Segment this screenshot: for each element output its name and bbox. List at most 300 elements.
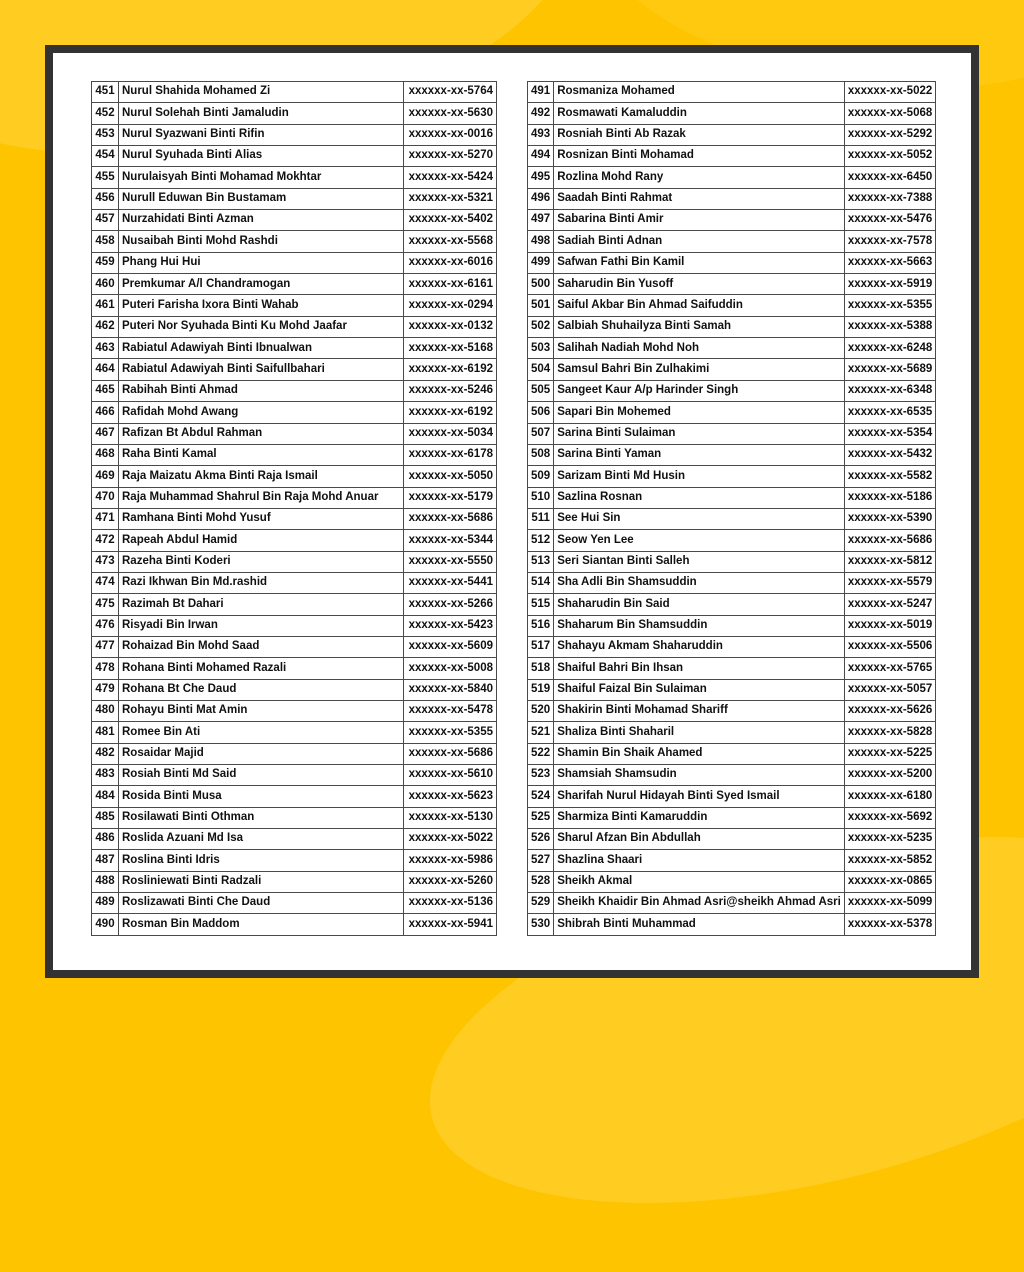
table-row [92, 188, 497, 209]
table-row [92, 786, 497, 807]
row-number: 528 [528, 871, 554, 892]
participant-name: Sazlina Rosnan [554, 487, 845, 508]
table-row [92, 893, 497, 914]
masked-ic-number: xxxxxx-xx-5246 [404, 380, 497, 401]
table-row [92, 594, 497, 615]
row-number: 464 [92, 359, 119, 380]
participant-name: Sharmiza Binti Kamaruddin [554, 807, 845, 828]
table-row [92, 380, 497, 401]
participant-name: Rohaizad Bin Mohd Saad [119, 636, 404, 657]
table-row [528, 316, 936, 337]
participant-name: Nurul Solehah Binti Jamaludin [119, 103, 404, 124]
participant-name: Rosilawati Binti Othman [119, 807, 404, 828]
row-number: 477 [92, 636, 119, 657]
row-number: 504 [528, 359, 554, 380]
table-row [92, 829, 497, 850]
table-row [92, 765, 497, 786]
masked-ic-number: xxxxxx-xx-5686 [404, 508, 497, 529]
table-row [528, 359, 936, 380]
masked-ic-number: xxxxxx-xx-6248 [844, 338, 935, 359]
masked-ic-number: xxxxxx-xx-6348 [844, 380, 935, 401]
participant-name: Nusaibah Binti Mohd Rashdi [119, 231, 404, 252]
masked-ic-number: xxxxxx-xx-5609 [404, 636, 497, 657]
participant-name: Rosniah Binti Ab Razak [554, 124, 845, 145]
table-row [92, 551, 497, 572]
table-row [528, 679, 936, 700]
masked-ic-number: xxxxxx-xx-5266 [404, 594, 497, 615]
table-row [528, 380, 936, 401]
participant-name: Saharudin Bin Yusoff [554, 274, 845, 295]
table-row [528, 423, 936, 444]
masked-ic-number: xxxxxx-xx-5130 [404, 807, 497, 828]
row-number: 505 [528, 380, 554, 401]
table-row [528, 402, 936, 423]
masked-ic-number: xxxxxx-xx-5840 [404, 679, 497, 700]
table-row [528, 103, 936, 124]
row-number: 494 [528, 146, 554, 167]
masked-ic-number: xxxxxx-xx-5179 [404, 487, 497, 508]
row-number: 455 [92, 167, 119, 188]
participant-name: Shahayu Akmam Shaharuddin [554, 636, 845, 657]
row-number: 467 [92, 423, 119, 444]
row-number: 466 [92, 402, 119, 423]
roster-table-body [528, 82, 936, 936]
masked-ic-number: xxxxxx-xx-6016 [404, 252, 497, 273]
participant-name: Rozlina Mohd Rany [554, 167, 845, 188]
participant-name: Premkumar A/l Chandramogan [119, 274, 404, 295]
table-row [92, 508, 497, 529]
row-number: 468 [92, 444, 119, 465]
row-number: 530 [528, 914, 554, 935]
row-number: 476 [92, 615, 119, 636]
participant-name: Sharul Afzan Bin Abdullah [554, 829, 845, 850]
participant-name: Roslizawati Binti Che Daud [119, 893, 404, 914]
participant-name: Samsul Bahri Bin Zulhakimi [554, 359, 845, 380]
table-row [92, 914, 497, 935]
row-number: 471 [92, 508, 119, 529]
participant-name: Rabiatul Adawiyah Binti Ibnualwan [119, 338, 404, 359]
row-number: 456 [92, 188, 119, 209]
participant-name: Rosmaniza Mohamed [554, 82, 845, 103]
participant-name: Rabiatul Adawiyah Binti Saifullbahari [119, 359, 404, 380]
participant-name: Nurzahidati Binti Azman [119, 210, 404, 231]
participant-name: Roslina Binti Idris [119, 850, 404, 871]
row-number: 451 [92, 82, 119, 103]
table-row [92, 316, 497, 337]
row-number: 497 [528, 210, 554, 231]
masked-ic-number: xxxxxx-xx-6161 [404, 274, 497, 295]
row-number: 529 [528, 893, 554, 914]
masked-ic-number: xxxxxx-xx-5355 [844, 295, 935, 316]
masked-ic-number: xxxxxx-xx-0865 [844, 871, 935, 892]
row-number: 481 [92, 722, 119, 743]
masked-ic-number: xxxxxx-xx-5692 [844, 807, 935, 828]
masked-ic-number: xxxxxx-xx-5292 [844, 124, 935, 145]
row-number: 517 [528, 636, 554, 657]
table-row [528, 765, 936, 786]
masked-ic-number: xxxxxx-xx-6178 [404, 444, 497, 465]
participant-name: Sarina Binti Sulaiman [554, 423, 845, 444]
participant-name: Shaharum Bin Shamsuddin [554, 615, 845, 636]
participant-name: Razi Ikhwan Bin Md.rashid [119, 572, 404, 593]
masked-ic-number: xxxxxx-xx-5424 [404, 167, 497, 188]
participant-name: Rafizan Bt Abdul Rahman [119, 423, 404, 444]
table-row [528, 615, 936, 636]
row-number: 452 [92, 103, 119, 124]
row-number: 462 [92, 316, 119, 337]
masked-ic-number: xxxxxx-xx-5136 [404, 893, 497, 914]
participant-name: Puteri Nor Syuhada Binti Ku Mohd Jaafar [119, 316, 404, 337]
row-number: 518 [528, 658, 554, 679]
participant-name: Sarina Binti Yaman [554, 444, 845, 465]
row-number: 502 [528, 316, 554, 337]
row-number: 459 [92, 252, 119, 273]
row-number: 493 [528, 124, 554, 145]
masked-ic-number: xxxxxx-xx-6535 [844, 402, 935, 423]
row-number: 491 [528, 82, 554, 103]
table-row [92, 530, 497, 551]
masked-ic-number: xxxxxx-xx-5099 [844, 893, 935, 914]
row-number: 484 [92, 786, 119, 807]
participant-name: Roslida Azuani Md Isa [119, 829, 404, 850]
participant-name: Phang Hui Hui [119, 252, 404, 273]
row-number: 453 [92, 124, 119, 145]
participant-name: Shaliza Binti Shaharil [554, 722, 845, 743]
participant-name: Rosiah Binti Md Said [119, 765, 404, 786]
participant-name: Sadiah Binti Adnan [554, 231, 845, 252]
table-row [528, 231, 936, 252]
masked-ic-number: xxxxxx-xx-5354 [844, 423, 935, 444]
masked-ic-number: xxxxxx-xx-5270 [404, 146, 497, 167]
masked-ic-number: xxxxxx-xx-5402 [404, 210, 497, 231]
masked-ic-number: xxxxxx-xx-5852 [844, 850, 935, 871]
row-number: 509 [528, 466, 554, 487]
row-number: 460 [92, 274, 119, 295]
participant-name: Salihah Nadiah Mohd Noh [554, 338, 845, 359]
row-number: 469 [92, 466, 119, 487]
table-row [528, 252, 936, 273]
participant-name: Puteri Farisha Ixora Binti Wahab [119, 295, 404, 316]
row-number: 498 [528, 231, 554, 252]
masked-ic-number: xxxxxx-xx-5432 [844, 444, 935, 465]
row-number: 472 [92, 530, 119, 551]
table-row [528, 658, 936, 679]
table-row [528, 508, 936, 529]
masked-ic-number: xxxxxx-xx-5550 [404, 551, 497, 572]
participant-name: Nurull Eduwan Bin Bustamam [119, 188, 404, 209]
masked-ic-number: xxxxxx-xx-0294 [404, 295, 497, 316]
table-row [528, 700, 936, 721]
masked-ic-number: xxxxxx-xx-5260 [404, 871, 497, 892]
participant-name: Shibrah Binti Muhammad [554, 914, 845, 935]
masked-ic-number: xxxxxx-xx-5235 [844, 829, 935, 850]
participant-name: Shakirin Binti Mohamad Shariff [554, 700, 845, 721]
masked-ic-number: xxxxxx-xx-5579 [844, 572, 935, 593]
table-row [528, 338, 936, 359]
row-number: 506 [528, 402, 554, 423]
participant-name: Seri Siantan Binti Salleh [554, 551, 845, 572]
participant-name: Shazlina Shaari [554, 850, 845, 871]
masked-ic-number: xxxxxx-xx-5478 [404, 700, 497, 721]
participant-name: Sha Adli Bin Shamsuddin [554, 572, 845, 593]
masked-ic-number: xxxxxx-xx-5689 [844, 359, 935, 380]
row-number: 454 [92, 146, 119, 167]
table-row [92, 807, 497, 828]
participant-name: Rapeah Abdul Hamid [119, 530, 404, 551]
table-row [92, 658, 497, 679]
table-row [92, 466, 497, 487]
participant-name: Safwan Fathi Bin Kamil [554, 252, 845, 273]
row-number: 512 [528, 530, 554, 551]
row-number: 523 [528, 765, 554, 786]
masked-ic-number: xxxxxx-xx-0132 [404, 316, 497, 337]
row-number: 488 [92, 871, 119, 892]
row-number: 511 [528, 508, 554, 529]
masked-ic-number: xxxxxx-xx-5052 [844, 146, 935, 167]
row-number: 510 [528, 487, 554, 508]
masked-ic-number: xxxxxx-xx-6192 [404, 359, 497, 380]
table-row [528, 444, 936, 465]
participant-name: See Hui Sin [554, 508, 845, 529]
row-number: 458 [92, 231, 119, 252]
table-row [92, 124, 497, 145]
masked-ic-number: xxxxxx-xx-5019 [844, 615, 935, 636]
masked-ic-number: xxxxxx-xx-5057 [844, 679, 935, 700]
participant-name: Shaharudin Bin Said [554, 594, 845, 615]
masked-ic-number: xxxxxx-xx-5225 [844, 743, 935, 764]
table-row [92, 871, 497, 892]
masked-ic-number: xxxxxx-xx-5828 [844, 722, 935, 743]
row-number: 492 [528, 103, 554, 124]
participant-name: Rosmawati Kamaluddin [554, 103, 845, 124]
masked-ic-number: xxxxxx-xx-5022 [404, 829, 497, 850]
masked-ic-number: xxxxxx-xx-5610 [404, 765, 497, 786]
masked-ic-number: xxxxxx-xx-5378 [844, 914, 935, 935]
masked-ic-number: xxxxxx-xx-5034 [404, 423, 497, 444]
masked-ic-number: xxxxxx-xx-5764 [404, 82, 497, 103]
table-row [92, 338, 497, 359]
table-row [528, 551, 936, 572]
row-number: 485 [92, 807, 119, 828]
masked-ic-number: xxxxxx-xx-5344 [404, 530, 497, 551]
roster-table-body [92, 82, 497, 936]
participant-name: Ramhana Binti Mohd Yusuf [119, 508, 404, 529]
row-number: 470 [92, 487, 119, 508]
participant-name: Rohana Binti Mohamed Razali [119, 658, 404, 679]
row-number: 480 [92, 700, 119, 721]
masked-ic-number: xxxxxx-xx-5986 [404, 850, 497, 871]
table-row [528, 786, 936, 807]
masked-ic-number: xxxxxx-xx-5812 [844, 551, 935, 572]
participant-name: Sharifah Nurul Hidayah Binti Syed Ismail [554, 786, 845, 807]
row-number: 525 [528, 807, 554, 828]
row-number: 478 [92, 658, 119, 679]
participant-name: Razimah Bt Dahari [119, 594, 404, 615]
table-row [528, 743, 936, 764]
roster-table-right [527, 81, 936, 936]
table-row [92, 231, 497, 252]
masked-ic-number: xxxxxx-xx-5506 [844, 636, 935, 657]
table-row [528, 487, 936, 508]
table-row [92, 679, 497, 700]
table-row [528, 295, 936, 316]
participant-name: Razeha Binti Koderi [119, 551, 404, 572]
participant-name: Rafidah Mohd Awang [119, 402, 404, 423]
masked-ic-number: xxxxxx-xx-6192 [404, 402, 497, 423]
row-number: 474 [92, 572, 119, 593]
participant-name: Romee Bin Ati [119, 722, 404, 743]
participant-name: Nurulaisyah Binti Mohamad Mokhtar [119, 167, 404, 188]
table-row [92, 167, 497, 188]
participant-name: Saadah Binti Rahmat [554, 188, 845, 209]
masked-ic-number: xxxxxx-xx-5626 [844, 700, 935, 721]
row-number: 475 [92, 594, 119, 615]
table-row [92, 274, 497, 295]
masked-ic-number: xxxxxx-xx-5008 [404, 658, 497, 679]
masked-ic-number: xxxxxx-xx-5022 [844, 82, 935, 103]
masked-ic-number: xxxxxx-xx-6450 [844, 167, 935, 188]
participant-name: Sangeet Kaur A/p Harinder Singh [554, 380, 845, 401]
row-number: 465 [92, 380, 119, 401]
table-row [92, 743, 497, 764]
participant-name: Nurul Shahida Mohamed Zi [119, 82, 404, 103]
table-row [528, 530, 936, 551]
participant-name: Raha Binti Kamal [119, 444, 404, 465]
table-row [92, 615, 497, 636]
participant-name: Rosnizan Binti Mohamad [554, 146, 845, 167]
masked-ic-number: xxxxxx-xx-5941 [404, 914, 497, 935]
table-row [528, 124, 936, 145]
masked-ic-number: xxxxxx-xx-0016 [404, 124, 497, 145]
table-row [528, 146, 936, 167]
row-number: 490 [92, 914, 119, 935]
table-row [528, 850, 936, 871]
row-number: 496 [528, 188, 554, 209]
row-number: 501 [528, 295, 554, 316]
participant-name: Rosaidar Majid [119, 743, 404, 764]
table-row [528, 594, 936, 615]
masked-ic-number: xxxxxx-xx-5200 [844, 765, 935, 786]
masked-ic-number: xxxxxx-xx-5168 [404, 338, 497, 359]
table-row [528, 893, 936, 914]
table-row [528, 829, 936, 850]
row-number: 500 [528, 274, 554, 295]
masked-ic-number: xxxxxx-xx-6180 [844, 786, 935, 807]
row-number: 514 [528, 572, 554, 593]
masked-ic-number: xxxxxx-xx-5390 [844, 508, 935, 529]
masked-ic-number: xxxxxx-xx-5068 [844, 103, 935, 124]
table-row [528, 210, 936, 231]
row-number: 482 [92, 743, 119, 764]
roster-table-left [91, 81, 497, 936]
participant-name: Shamsiah Shamsudin [554, 765, 845, 786]
masked-ic-number: xxxxxx-xx-5663 [844, 252, 935, 273]
table-row [528, 274, 936, 295]
row-number: 486 [92, 829, 119, 850]
row-number: 487 [92, 850, 119, 871]
table-row [92, 82, 497, 103]
participant-name: Risyadi Bin Irwan [119, 615, 404, 636]
masked-ic-number: xxxxxx-xx-5321 [404, 188, 497, 209]
table-row [528, 807, 936, 828]
table-row [92, 423, 497, 444]
row-number: 499 [528, 252, 554, 273]
participant-name: Sarizam Binti Md Husin [554, 466, 845, 487]
participant-name: Salbiah Shuhailyza Binti Samah [554, 316, 845, 337]
participant-name: Sabarina Binti Amir [554, 210, 845, 231]
participant-name: Sapari Bin Mohemed [554, 402, 845, 423]
table-row [92, 359, 497, 380]
masked-ic-number: xxxxxx-xx-5441 [404, 572, 497, 593]
masked-ic-number: xxxxxx-xx-5630 [404, 103, 497, 124]
masked-ic-number: xxxxxx-xx-5050 [404, 466, 497, 487]
masked-ic-number: xxxxxx-xx-5388 [844, 316, 935, 337]
row-number: 520 [528, 700, 554, 721]
masked-ic-number: xxxxxx-xx-5476 [844, 210, 935, 231]
row-number: 479 [92, 679, 119, 700]
row-number: 483 [92, 765, 119, 786]
masked-ic-number: xxxxxx-xx-5582 [844, 466, 935, 487]
table-row [528, 914, 936, 935]
table-row [528, 82, 936, 103]
document-frame [45, 45, 979, 978]
row-number: 527 [528, 850, 554, 871]
masked-ic-number: xxxxxx-xx-5568 [404, 231, 497, 252]
masked-ic-number: xxxxxx-xx-5355 [404, 722, 497, 743]
table-row [528, 167, 936, 188]
masked-ic-number: xxxxxx-xx-7578 [844, 231, 935, 252]
masked-ic-number: xxxxxx-xx-7388 [844, 188, 935, 209]
participant-name: Rohayu Binti Mat Amin [119, 700, 404, 721]
participant-name: Saiful Akbar Bin Ahmad Saifuddin [554, 295, 845, 316]
row-number: 473 [92, 551, 119, 572]
participant-name: Rosliniewati Binti Radzali [119, 871, 404, 892]
table-row [92, 444, 497, 465]
participant-name: Rabihah Binti Ahmad [119, 380, 404, 401]
masked-ic-number: xxxxxx-xx-5686 [844, 530, 935, 551]
masked-ic-number: xxxxxx-xx-5919 [844, 274, 935, 295]
participant-name: Rohana Bt Che Daud [119, 679, 404, 700]
row-number: 519 [528, 679, 554, 700]
row-number: 507 [528, 423, 554, 444]
participant-name: Shaiful Bahri Bin Ihsan [554, 658, 845, 679]
participant-name: Raja Muhammad Shahrul Bin Raja Mohd Anuar [119, 487, 404, 508]
table-row [92, 103, 497, 124]
row-number: 522 [528, 743, 554, 764]
row-number: 495 [528, 167, 554, 188]
masked-ic-number: xxxxxx-xx-5623 [404, 786, 497, 807]
table-row [528, 466, 936, 487]
table-row [92, 402, 497, 423]
row-number: 524 [528, 786, 554, 807]
row-number: 463 [92, 338, 119, 359]
masked-ic-number: xxxxxx-xx-5765 [844, 658, 935, 679]
table-row [92, 850, 497, 871]
masked-ic-number: xxxxxx-xx-5686 [404, 743, 497, 764]
participant-name: Raja Maizatu Akma Binti Raja Ismail [119, 466, 404, 487]
table-row [92, 572, 497, 593]
row-number: 521 [528, 722, 554, 743]
table-row [92, 295, 497, 316]
participant-name: Rosman Bin Maddom [119, 914, 404, 935]
row-number: 526 [528, 829, 554, 850]
masked-ic-number: xxxxxx-xx-5247 [844, 594, 935, 615]
participant-name: Nurul Syuhada Binti Alias [119, 146, 404, 167]
row-number: 461 [92, 295, 119, 316]
participant-name: Sheikh Khaidir Bin Ahmad Asri@sheikh Ahmad Asri [554, 893, 845, 914]
table-row [92, 487, 497, 508]
row-number: 508 [528, 444, 554, 465]
